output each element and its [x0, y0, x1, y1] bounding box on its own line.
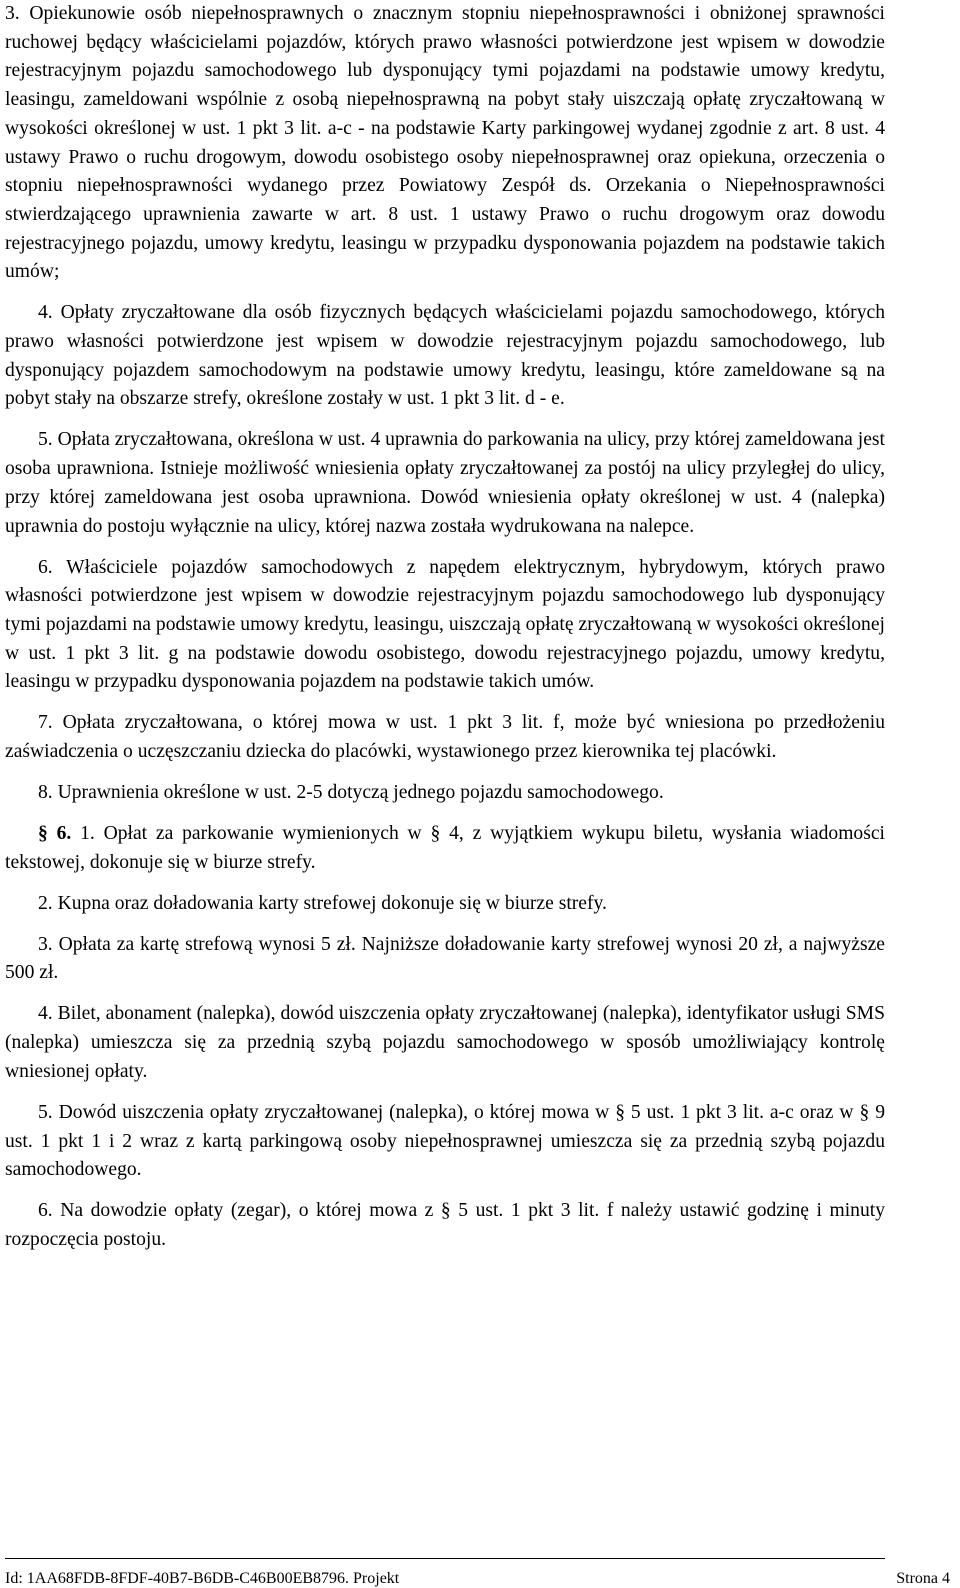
paragraph-6-1 — [5, 820, 885, 877]
document-body — [5, 0, 885, 1255]
paragraph-6-2: 2. Kupna oraz doładowania karty strefowej dokonuje się w biurze strefy. — [38, 892, 607, 914]
section-heading-6: § 6. — [38, 823, 72, 845]
paragraph-3-5: 5. Opłata zryczałtowana, określona w ust. 4 uprawnia do parkowania na ulicy, przy której zameldowana jest osoba uprawniona. Istnieje możliwość wniesienia opłaty zryczałtowanej za postój na ulicy przyległej do ulicy, przy której zameldowana jest osoba uprawniona. Dowód wniesienia opłaty określonej w ust. 4 (nalepka) uprawnia do postoju wyłącznie na ulicy, której nazwa została wydrukowana na nalepce. — [5, 429, 885, 537]
paragraph-3-3: 3. Opiekunowie osób niepełnosprawnych o znacznym stopniu niepełnosprawności i obniżonej sprawności ruchowej będący właścicielami pojazdów, których prawo własności potwierdzone jest wpisem w dowodzie rejestracyjnym pojazdu samochodowego lub dysponujący tymi pojazdami na podstawie umowy kredytu, leasingu, zameldowani wspólnie z osobą niepełnosprawną na pobyt stały uiszczają opłatę zryczałtowaną w wysokości określonej w ust. 1 pkt 3 lit. a-c - na podstawie Karty parkingowej wydanej zgodnie z art. 8 ust. 4 ustawy Prawo o ruchu drogowym, dowodu osobistego osoby niepełnosprawnej oraz opiekuna, orzeczenia o stopniu niepełnosprawności wydanego przez Powiatowy Zespół ds. Orzekania o Niepełnosprawności stwierdzającego uprawnienia zawarte w art. 8 ust. 1 ustawy Prawo o ruchu drogowym oraz dowodu rejestracyjnego pojazdu, umowy kredytu, leasingu w przypadku dysponowania pojazdem na podstawie takich umów; — [5, 3, 885, 283]
document-id: Id: 1AA68FDB-8FDF-40B7-B6DB-C46B00EB8796. Projekt — [5, 1570, 400, 1587]
paragraph-6-4: 4. Bilet, abonament (nalepka), dowód uiszczenia opłaty zryczałtowanej (nalepka), identyfikator usługi SMS (nalepka) umieszcza się za przednią szybą pojazdu samochodowego w sposób umożliwiający kontrolę wniesionej opłaty. — [5, 1003, 885, 1082]
paragraph-6-1-text: 1. Opłat za parkowanie wymienionych w § 4, z wyjątkiem wykupu biletu, wysłania wiadomości tekstowej, dokonuje się w biurze strefy. — [5, 823, 885, 873]
paragraph-6-5: 5. Dowód uiszczenia opłaty zryczałtowanej (nalepka), o której mowa w § 5 ust. 1 pkt 3 lit. a-c oraz w § 9 ust. 1 pkt 1 i 2 wraz z kartą parkingową osoby niepełnosprawnej umieszcza się za przednią szybą pojazdu samochodowego. — [5, 1101, 885, 1181]
paragraph-3-8: 8. Uprawnienia określone w ust. 2-5 dotyczą jednego pojazdu samochodowego. — [38, 782, 664, 804]
page-number: Strona 4 — [896, 1570, 950, 1587]
paragraph-3-6: 6. Właściciele pojazdów samochodowych z napędem elektrycznym, hybrydowym, których prawo własności potwierdzone jest wpisem w dowodzie rejestracyjnym pojazdu samochodowego lub dysponujący tymi pojazdami na podstawie umowy kredytu, leasingu, uiszczają opłatę zryczałtowaną w wysokości określonej w ust. 1 pkt 3 lit. g na podstawie dowodu osobistego, dowodu rejestracyjnego pojazdu, umowy kredytu, leasingu w przypadku dysponowania pojazdem na podstawie takich umów. — [5, 556, 885, 693]
page-footer — [5, 1570, 950, 1588]
footer-divider — [5, 1558, 885, 1559]
paragraph-3-4: 4. Opłaty zryczałtowane dla osób fizycznych będących właścicielami pojazdu samochodowego, których prawo własności potwierdzone jest wpisem w dowodzie rejestracyjnym pojazdu samochodowego, lub dysponujący pojazdem samochodowym na podstawie umowy kredytu, leasingu, które zameldowane są na pobyt stały na obszarze strefy, określone zostały w ust. 1 pkt 3 lit. d - e. — [5, 302, 885, 410]
paragraph-6-3: 3. Opłata za kartę strefową wynosi 5 zł. Najniższe doładowanie karty strefowej wynosi 20 zł, a najwyższe 500 zł. — [5, 933, 885, 984]
paragraph-6-6: 6. Na dowodzie opłaty (zegar), o której mowa z § 5 ust. 1 pkt 3 lit. f należy ustawić godzinę i minuty rozpoczęcia postoju. — [5, 1200, 885, 1250]
paragraph-3-7: 7. Opłata zryczałtowana, o której mowa w ust. 1 pkt 3 lit. f, może być wniesiona po przedłożeniu zaświadczenia o uczęszczaniu dziecka do placówki, wystawionego przez kierownika tej placówki. — [5, 712, 885, 763]
